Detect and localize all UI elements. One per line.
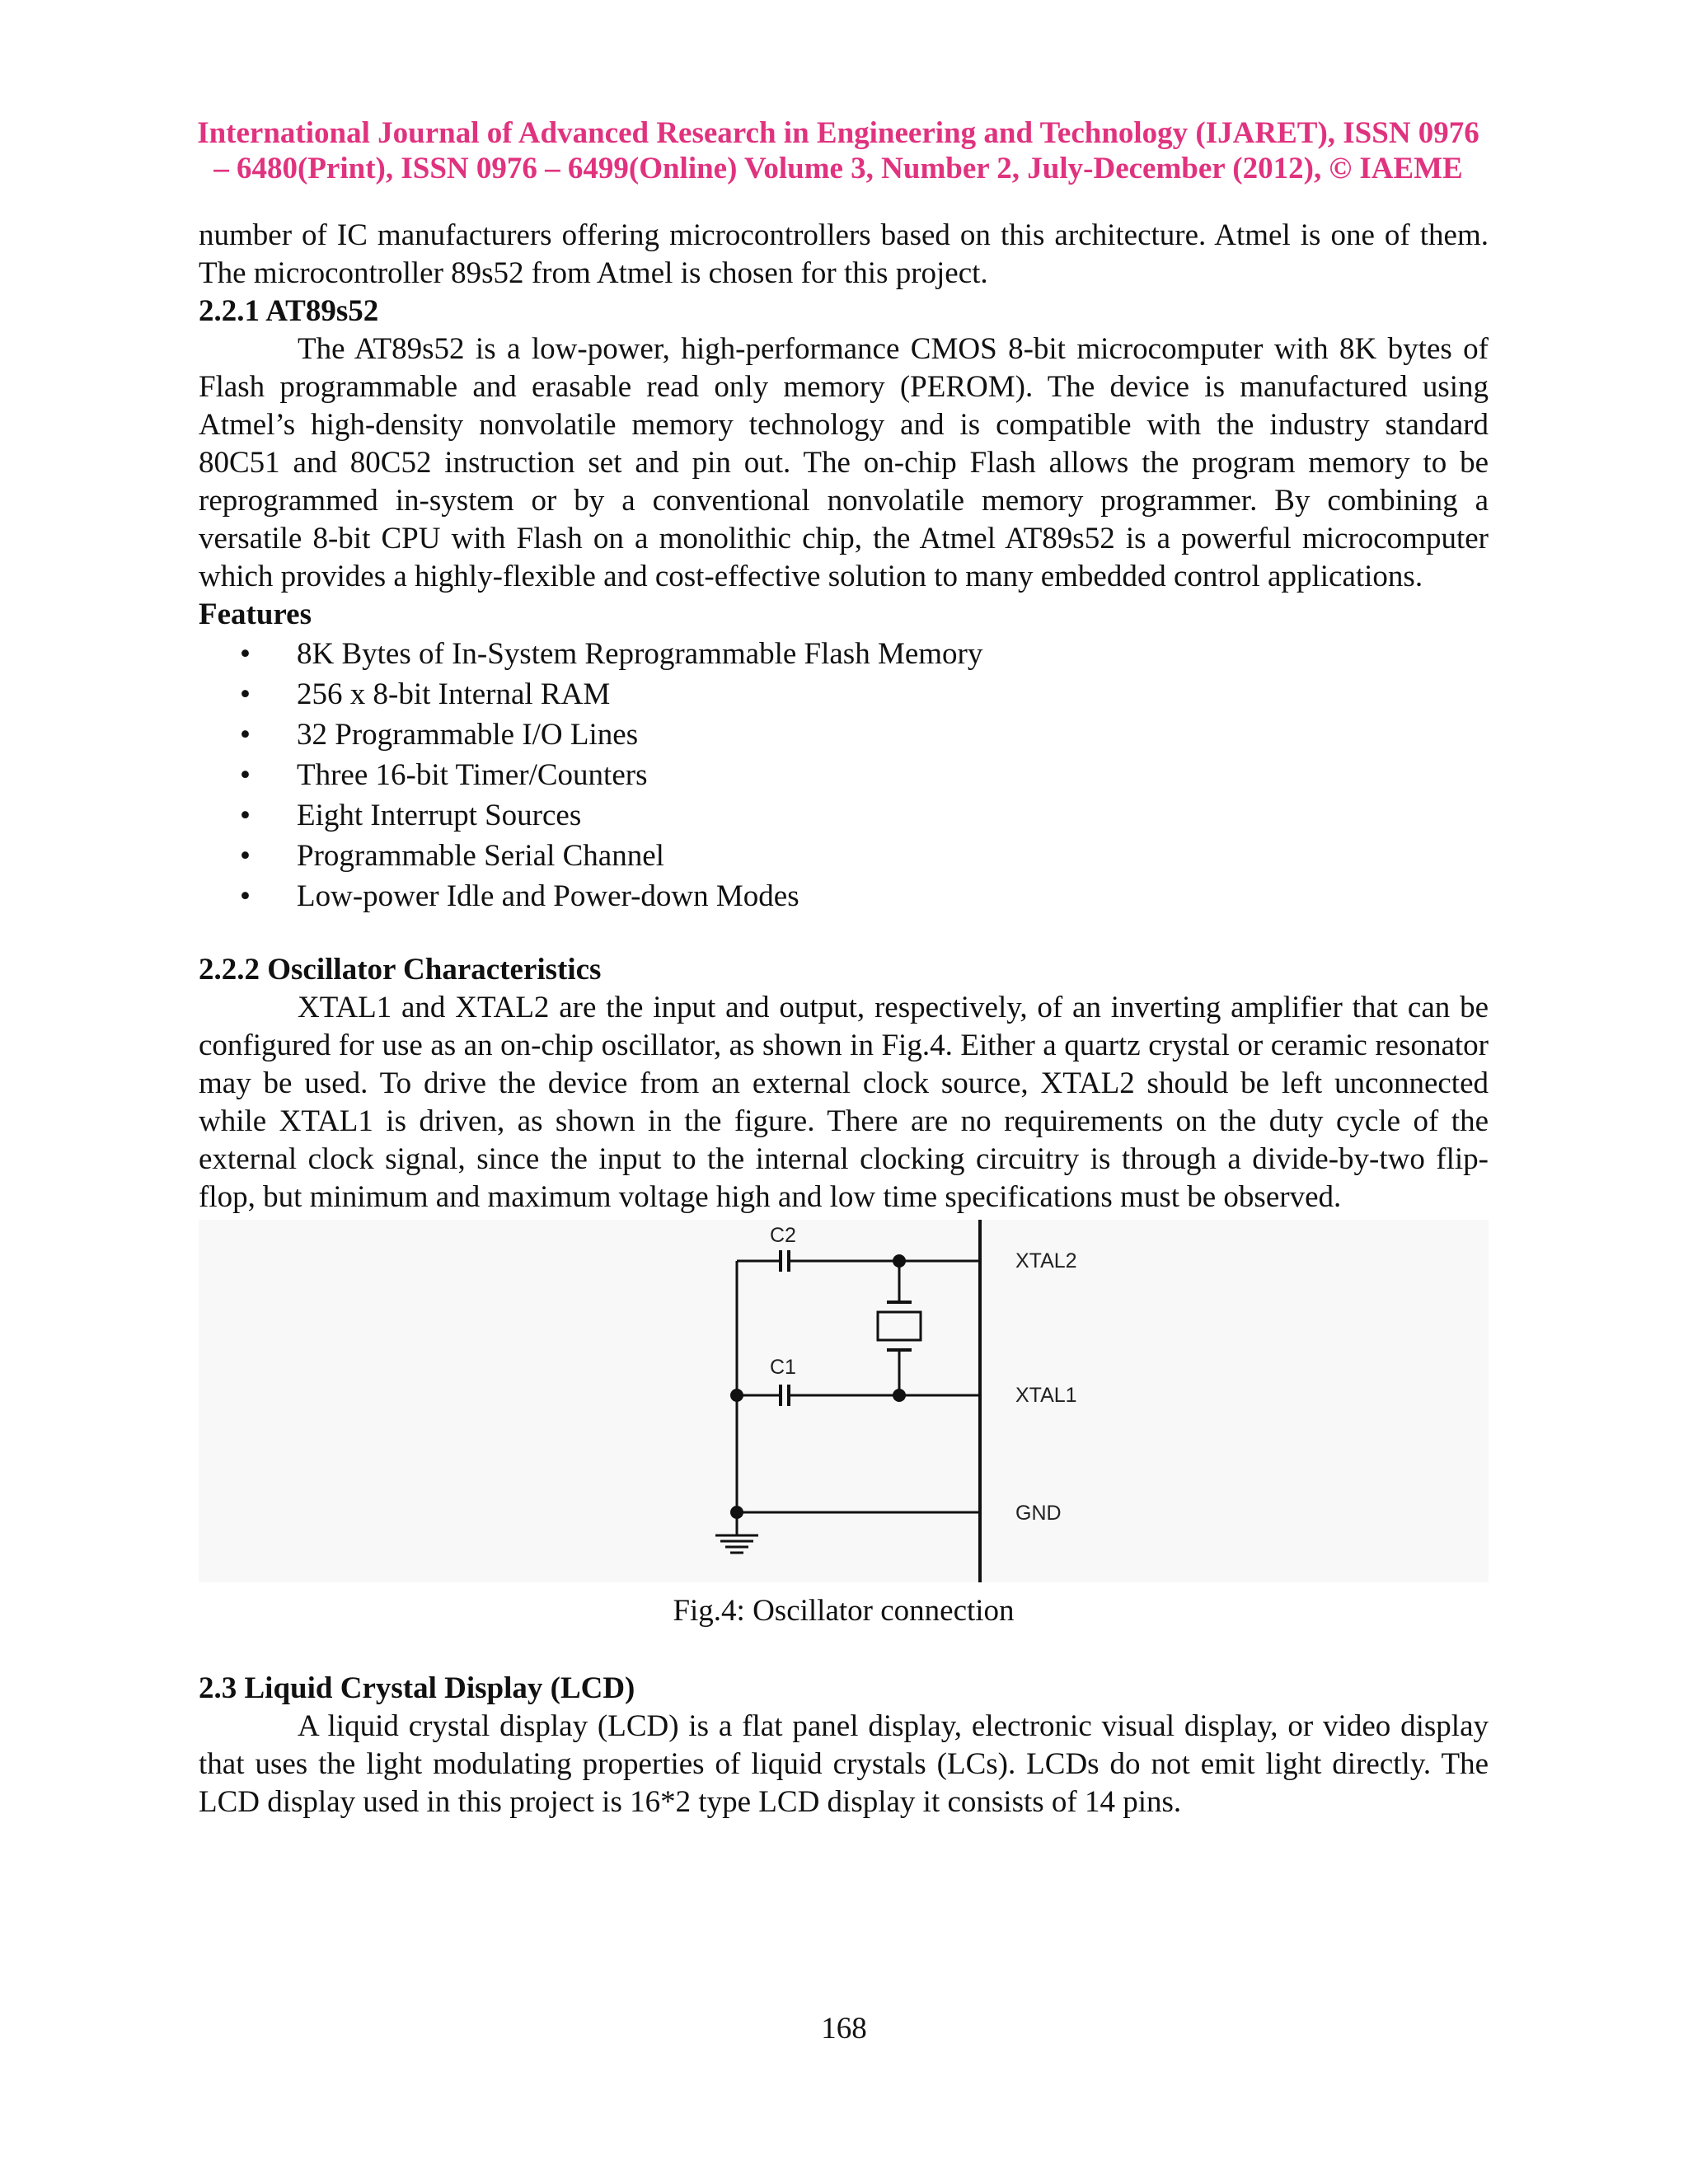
journal-header-line-2: – 6480(Print), ISSN 0976 – 6499(Online) Volume 3, Number 2, July-December (2012), © IAEME	[213, 152, 1463, 185]
junction-dot	[893, 1254, 906, 1268]
oscillator-circuit-diagram	[199, 1220, 1489, 1582]
list-item	[240, 795, 1489, 836]
figure-caption: Fig.4: Oscillator connection	[673, 1594, 1015, 1628]
c2-label: C2	[770, 1224, 796, 1247]
bullet-icon: •	[240, 879, 251, 913]
feature-text: Three 16-bit Timer/Counters	[297, 758, 648, 792]
feature-text: Low-power Idle and Power-down Modes	[297, 879, 799, 913]
intro-paragraph: number of IC manufacturers offering microcontrollers based on this architecture. Atmel is one of them. The microcontroller 89s52 from Atmel is chosen for this project.	[199, 218, 1489, 290]
feature-text: 8K Bytes of In-System Reprogrammable Flash Memory	[297, 637, 983, 671]
xtal2-label: XTAL2	[1015, 1249, 1077, 1272]
bullet-icon: •	[240, 637, 251, 671]
bullet-icon: •	[240, 799, 251, 832]
feature-text: Programmable Serial Channel	[297, 839, 664, 873]
spacer	[199, 1630, 1489, 1670]
feature-text: Eight Interrupt Sources	[297, 799, 582, 832]
xtal1-label: XTAL1	[1015, 1384, 1077, 1407]
feature-text: 32 Programmable I/O Lines	[297, 718, 639, 752]
bullet-icon: •	[240, 718, 251, 752]
features-list	[199, 634, 1489, 916]
page-number: 168	[821, 2012, 867, 2046]
features-heading: Features	[199, 598, 312, 631]
list-item	[240, 755, 1489, 795]
section-heading-2-3: 2.3 Liquid Crystal Display (LCD)	[199, 1671, 635, 1705]
bullet-icon: •	[240, 839, 251, 873]
junction-dot	[730, 1389, 743, 1402]
section-heading-2-2-2: 2.2.2 Oscillator Characteristics	[199, 953, 602, 987]
section-body-2-3: A liquid crystal display (LCD) is a flat panel display, electronic visual display, or video display that uses the light modulating properties of liquid crystals (LCs). LCDs do not emit light directly. The LCD display used in this project is 16*2 type LCD display it consists of 14 pins.	[199, 1709, 1489, 1819]
junction-dot	[893, 1389, 906, 1402]
page-content	[199, 217, 1489, 1821]
list-item	[240, 836, 1489, 876]
junction-dot	[730, 1506, 743, 1519]
section-body-2-2-1: The AT89s52 is a low-power, high-performance CMOS 8-bit microcomputer with 8K bytes of Flash programmable and erasable read only memory (PEROM). The device is manufactured using Atmel’s high-density nonvolatile memory technology and is compatible with the industry standard 80C51 and 80C52 instruction set and pin out. The on-chip Flash allows the program memory to be reprogrammed in-system or by a conventional nonvolatile memory programmer. By combining a versatile 8-bit CPU with Flash on a monolithic chip, the Atmel AT89s52 is a powerful microcomputer which provides a highly-flexible and cost-effective solution to many embedded control applications.	[199, 332, 1489, 593]
journal-header	[186, 115, 1490, 186]
bullet-icon: •	[240, 677, 251, 711]
section-heading-2-2-1: 2.2.1 AT89s52	[199, 294, 379, 328]
figure-background	[199, 1220, 1489, 1582]
c1-label: C1	[770, 1356, 796, 1379]
gnd-label: GND	[1015, 1502, 1062, 1525]
journal-header-line-1: International Journal of Advanced Research in Engineering and Technology (IJARET), ISSN 0976	[197, 116, 1479, 150]
list-item	[240, 876, 1489, 916]
oscillator-figure	[199, 1220, 1489, 1582]
list-item	[240, 674, 1489, 715]
list-item	[240, 715, 1489, 755]
spacer	[199, 916, 1489, 951]
section-body-2-2-2: XTAL1 and XTAL2 are the input and output, respectively, of an inverting amplifier that can be configured for use as an on-chip oscillator, as shown in Fig.4. Either a quartz crystal or ceramic resonator may be used. To drive the device from an external clock source, XTAL2 should be left unconnected while XTAL1 is driven, as shown in the figure. There are no requirements on the duty cycle of the external clock signal, since the input to the internal clocking circuitry is through a divide-by-two flip-flop, but minimum and maximum voltage high and low time specifications must be observed.	[199, 991, 1489, 1214]
bullet-icon: •	[240, 758, 251, 792]
feature-text: 256 x 8-bit Internal RAM	[297, 677, 611, 711]
list-item	[240, 634, 1489, 674]
